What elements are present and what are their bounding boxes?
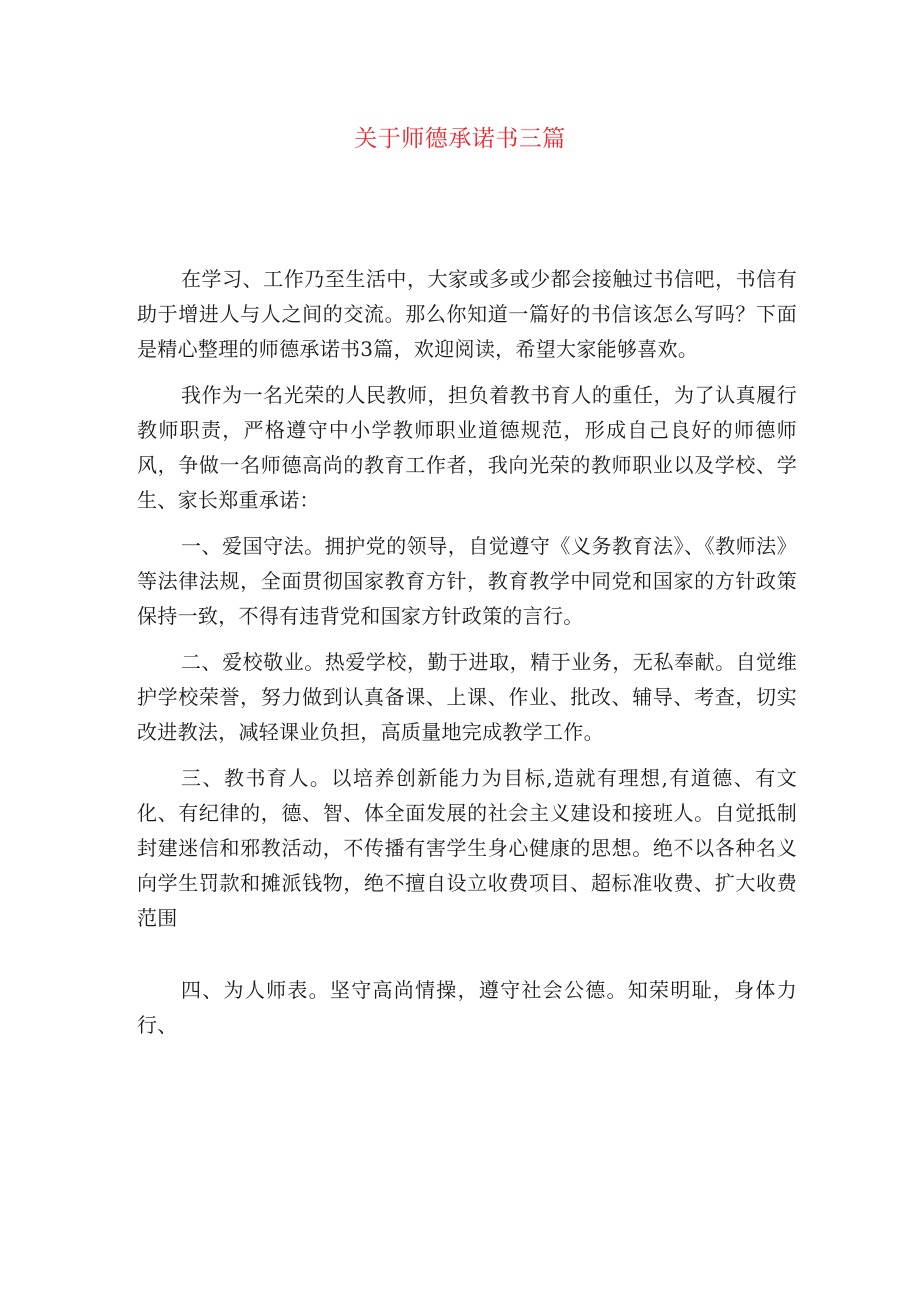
pledge-item-4: 四、为人师表。坚守高尚情操，遵守社会公德。知荣明耻，身体力行、: [137, 978, 797, 1037]
pledge-item-2: 二、爱校敬业。热爱学校，勤于进取，精于业务，无私奉献。自觉维护学校荣誉，努力做到认真备课、上课、作业、批改、辅导、考查，切实改进教法，减轻课业负担，高质量地完成教学工作。: [137, 650, 797, 744]
intro-paragraph: 在学习、工作乃至生活中，大家或多或少都会接触过书信吧，书信有助于增进人与人之间的交流。那么你知道一篇好的书信该怎么写吗？下面是精心整理的师德承诺书3篇，欢迎阅读，希望大家能够喜欢。: [137, 267, 797, 361]
pledge-intro-paragraph: 我作为一名光荣的人民教师，担负着教书育人的重任，为了认真履行教师职责，严格遵守中小学教师职业道德规范，形成自己良好的师德师风，争做一名师德高尚的教育工作者，我向光荣的教师职业以及学校、学生、家长郑重承诺：: [137, 383, 797, 512]
document-title: 关于师德承诺书三篇: [354, 126, 566, 152]
pledge-item-1: 一、爱国守法。拥护党的领导，自觉遵守《义务教育法》、《教师法》等法律法规，全面贯彻国家教育方针，教育教学中同党和国家的方针政策保持一致，不得有违背党和国家方针政策的言行。: [137, 534, 797, 628]
pledge-item-3: 三、教书育人。以培养创新能力为目标,造就有理想,有道德、有文化、有纪律的，德、智、体全面发展的社会主义建设和接班人。自觉抵制封建迷信和邪教活动，不传播有害学生身心健康的思想。绝不以各种名义向学生罚款和摊派钱物，绝不擅自设立收费项目、超标准收费、扩大收费范围: [137, 766, 797, 930]
document-body: [137, 262, 797, 1043]
